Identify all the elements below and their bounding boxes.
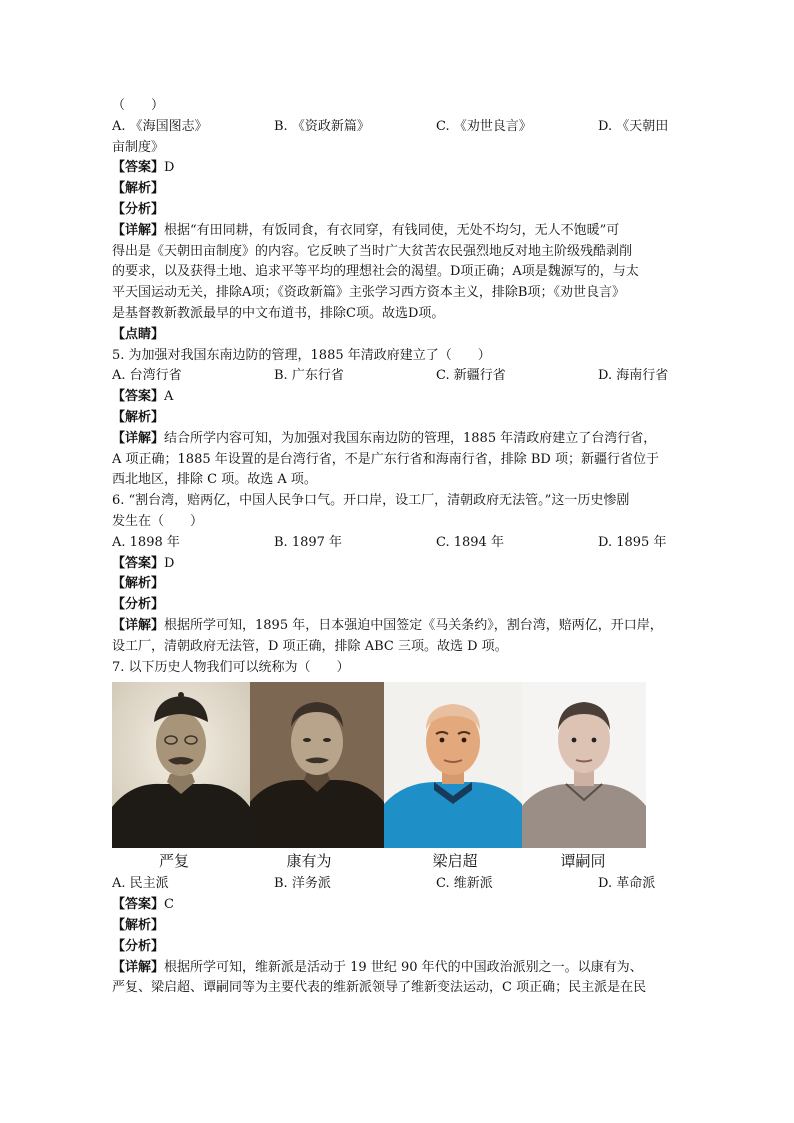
- answer-tag: 【答案】: [112, 897, 165, 913]
- q4-option-a: A. 《海国图志》: [112, 118, 208, 134]
- q4-option-b: B. 《资政新篇》: [274, 118, 370, 134]
- q4-detail-line: 的要求，以及获得土地、追求平等平均的理想社会的渴望。D项正确；A项是魏源写的，与太: [112, 264, 639, 280]
- q5-option-b: B. 广东行省: [274, 368, 344, 384]
- q4-options: [112, 117, 686, 138]
- answer-tag: 【答案】: [112, 389, 165, 405]
- q6-stem-cont: 发生在（ ）: [112, 513, 204, 529]
- q5-option-d: D. 海南行省: [598, 368, 669, 384]
- q6-analysis-tag: 【解析】: [112, 576, 165, 592]
- caption-kang-youwei: 康有为: [286, 852, 332, 871]
- portrait-kang-youwei: [250, 682, 384, 848]
- q6-option-b: B. 1897 年: [274, 534, 343, 550]
- q7-analysis-tag: 【解析】: [112, 917, 165, 933]
- detail-tag: 【详解】: [112, 430, 165, 446]
- q4-detail-line: 是基督教新教派最早的中文布道书，排除C项。故选D项。: [112, 305, 445, 321]
- detail-text: 根据所学可知，维新派是活动于 19 世纪 90 年代的中国政治派别之一。以康有为、: [164, 959, 643, 975]
- q4-dianjing-tag: 【点睛】: [112, 326, 165, 342]
- caption-liang-qichao: 梁启超: [432, 852, 478, 871]
- q5-analysis-tag: 【解析】: [112, 409, 165, 425]
- q4-detail-line: 得出是《天朝田亩制度》的内容。它反映了当时广大贫苦农民强烈地反对地主阶级残酷剥削: [112, 243, 633, 259]
- q4-option-d-cont: 亩制度》: [112, 139, 165, 155]
- detail-text: 根据所学可知，1895 年，日本强迫中国签定《马关条约》，割台湾，赔两亿，开口岸，: [164, 617, 663, 633]
- q7-option-c: C. 维新派: [436, 876, 493, 892]
- q4-answer: [112, 158, 686, 179]
- detail-tag: 【详解】: [112, 222, 165, 238]
- q6-detail-line: 设工厂，清朝政府无法管，D 项正确，排除 ABC 三项。故选 D 项。: [112, 638, 508, 654]
- q6-answer: [112, 554, 686, 575]
- q5-stem: 5. 为加强对我国东南边防的管理，1885 年清政府建立了（ ）: [112, 347, 491, 363]
- q6-options: [112, 533, 686, 554]
- q4-fenxi-tag: 【分析】: [112, 201, 165, 217]
- answer-value: A: [164, 389, 174, 405]
- q7-option-d: D. 革命派: [598, 876, 656, 892]
- caption-tan-sitong: 谭嗣同: [560, 852, 606, 871]
- q5-detail-line: A 项正确；1885 年设置的是台湾行省，不是广东行省和海南行省，排除 BD 项；新疆行省位于: [112, 451, 659, 467]
- q7-fenxi-tag: 【分析】: [112, 938, 165, 954]
- portrait-row: [112, 682, 686, 848]
- q4-detail-line: [112, 221, 686, 242]
- exam-page: [112, 96, 686, 999]
- q7-stem: 7. 以下历史人物我们可以统称为（ ）: [112, 659, 350, 675]
- portrait-captions: [112, 848, 686, 874]
- answer-tag: 【答案】: [112, 555, 165, 571]
- q5-option-a: A. 台湾行省: [112, 368, 182, 384]
- detail-tag: 【详解】: [112, 959, 165, 975]
- q5-detail-line: 西北地区，排除 C 项。故选 A 项。: [112, 472, 317, 488]
- answer-tag: 【答案】: [112, 160, 165, 176]
- detail-tag: 【详解】: [112, 617, 165, 633]
- detail-text: 根据“有田同耕，有饭同食，有衣同穿，有钱同使，无处不均匀，无人不饱暖”可: [164, 222, 620, 238]
- q5-option-c: C. 新疆行省: [436, 368, 506, 384]
- q4-stem-tail: （ ）: [112, 98, 165, 113]
- answer-value: D: [164, 160, 175, 176]
- q4-option-c: C. 《劝世良言》: [436, 118, 532, 134]
- q5-options: [112, 366, 686, 387]
- q7-options: [112, 874, 686, 895]
- caption-yan-fu: 严复: [158, 852, 189, 871]
- q6-detail-line: [112, 616, 686, 637]
- q4-analysis-tag: 【解析】: [112, 181, 165, 197]
- q6-option-c: C. 1894 年: [436, 534, 504, 550]
- q6-option-a: A. 1898 年: [112, 534, 180, 550]
- answer-value: C: [164, 897, 174, 913]
- portrait-tan-sitong: [522, 682, 646, 848]
- portrait-yan-fu: [112, 682, 250, 848]
- q6-fenxi-tag: 【分析】: [112, 597, 165, 613]
- q6-option-d: D. 1895 年: [598, 534, 667, 550]
- q6-stem: 6. “割台湾，赔两亿，中国人民争口气。开口岸，设工厂，清朝政府无法管。”这一历史惨剧: [112, 493, 630, 509]
- q4-option-d: D. 《天朝田: [598, 118, 669, 134]
- answer-value: D: [164, 555, 175, 571]
- q7-answer: [112, 895, 686, 916]
- q5-answer: [112, 387, 686, 408]
- q5-detail-line: [112, 429, 686, 450]
- q4-detail-line: 平天国运动无关，排除A项；《资政新篇》主张学习西方资本主义，排除B项；《劝世良言》: [112, 285, 625, 301]
- q7-detail-line: [112, 958, 686, 979]
- detail-text: 结合所学内容可知，为加强对我国东南边防的管理，1885 年清政府建立了台湾行省，: [164, 430, 657, 446]
- portrait-liang-qichao: [384, 682, 522, 848]
- q7-option-b: B. 洋务派: [274, 876, 331, 892]
- q7-detail-line: 严复、梁启超、谭嗣同等为主要代表的维新派领导了维新变法运动，C 项正确；民主派是在民: [112, 980, 647, 996]
- q7-option-a: A. 民主派: [112, 876, 169, 892]
